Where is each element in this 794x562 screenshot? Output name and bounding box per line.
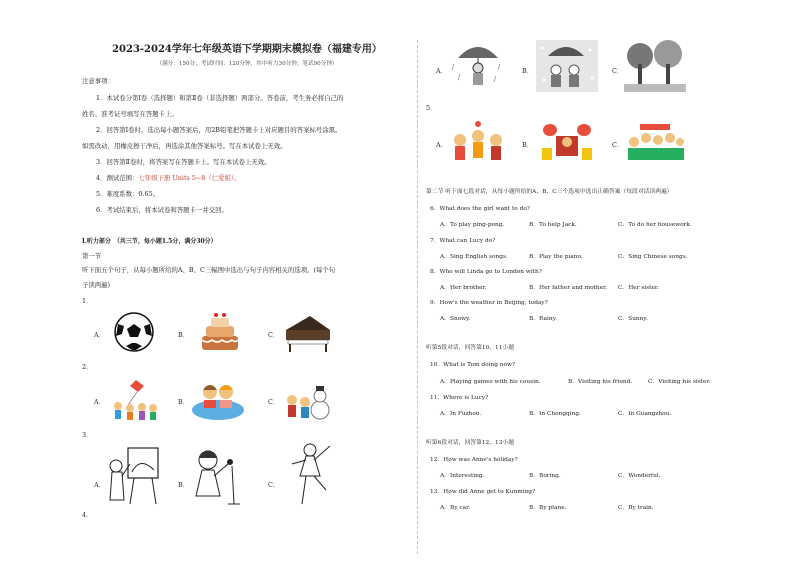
q5-label-c: C． [612, 141, 624, 149]
q1-label-b: B． [178, 331, 190, 339]
exam-title: 2023-2024学年七年级英语下学期期末模拟卷（福建专用） [112, 44, 382, 55]
group6-heading: 听第6段对话，回答第12、13小题 [426, 440, 515, 446]
q7-option-b: B．Play the piano. [529, 254, 583, 260]
birthday-cake-icon [192, 310, 248, 354]
q9-option-c: C．Sunny. [618, 316, 648, 322]
girl-dancing-icon [280, 440, 336, 508]
q4-label-c: C． [612, 67, 624, 75]
q9-option-a: A．Snowy. [440, 316, 471, 322]
rainy-umbrella-icon [448, 40, 508, 92]
q8-question: 8．Who will Linda go to London with? [430, 269, 542, 275]
q12-option-a: A．Interesting. [440, 473, 485, 479]
notice-line-3: 2．回答第Ⅰ卷时，选出每小题答案后，用2B铅笔把答题卡上对应题目的答案标号涂黑。 [96, 126, 342, 134]
kids-snowman-icon [280, 378, 336, 422]
q11-option-a: A．In Fuzhou. [440, 411, 482, 417]
section1-instruction-1: 听下面五个句子，从每小题所给的A、B、C三幅图中选出与句子内容相关的选项。(每个句 [82, 266, 336, 274]
section1-instruction-2: 子读两遍) [82, 281, 111, 289]
snowy-scene-icon [536, 40, 598, 92]
q5-label-a: A． [436, 141, 448, 149]
soccer-ball-icon [106, 310, 162, 354]
q2-label-a: A． [94, 398, 106, 406]
q3-number: 3． [82, 431, 93, 439]
spring-festival-icon [536, 120, 598, 164]
q6-question: 6．What does the girl want to do? [430, 206, 530, 212]
sunny-trees-icon [624, 40, 686, 92]
q1-label-c: C． [268, 331, 280, 339]
q2-label-c: C． [268, 398, 280, 406]
kids-flying-kite-icon [106, 378, 162, 422]
q4-label-a: A． [436, 67, 448, 75]
notice-scope-label: 4．测试范围： [96, 174, 139, 182]
q12-option-b: B．Boring. [529, 473, 561, 479]
section2-heading: 第二节 听下面七段对话，从每小题所给的A、B、C三个选项中选出正确答案（每段对话读两遍） [426, 189, 673, 195]
q3-label-a: A． [94, 481, 106, 489]
listening-heading: Ⅰ.听力部分 （共三节，每小题1.5分，满分30分） [82, 238, 217, 245]
q10-question: 10．What is Tom doing now? [430, 362, 516, 368]
notice-line-2: 姓名、准考证号填写在答题卡上。 [82, 110, 178, 118]
q10-option-b: B．Visiting his friend. [568, 379, 633, 385]
q10-option-a: A．Playing games with his cousin. [440, 379, 541, 385]
notice-line-5: 3．回答第Ⅱ卷时，将答案写在答题卡上。写在本试卷上无效。 [96, 158, 271, 166]
children-party-icon [624, 120, 686, 164]
boy-painting-icon [104, 444, 164, 506]
q3-label-b: B． [178, 481, 190, 489]
q7-option-c: C．Sing Chinese songs. [618, 254, 688, 260]
q6-option-b: B．To help Jack. [529, 222, 577, 228]
notice-line-8: 6．考试结束后，将本试卷和答题卡一并交回。 [96, 206, 228, 214]
q11-option-c: C．In Guangzhou. [618, 411, 672, 417]
q3-label-c: C． [268, 481, 280, 489]
group5-heading: 听第5段对话，回答第10、11小题 [426, 345, 515, 351]
q11-option-b: B．In Chongqing. [529, 411, 581, 417]
notice-line-6 [96, 173, 240, 182]
q2-number: 2． [82, 363, 93, 371]
q5-label-b: B． [522, 141, 534, 149]
q8-option-b: B．Her father and mother. [529, 285, 608, 291]
q9-question: 9．How's the weather in Beijing, today? [430, 300, 548, 306]
family-celebration-icon [448, 120, 510, 164]
girl-singing-icon [190, 446, 248, 506]
piano-icon [280, 310, 336, 354]
notice-scope-value: 七年级下册 Units 5~8（仁爱版）。 [138, 174, 241, 182]
section1-heading: 第一节 [82, 252, 102, 260]
left-column [82, 0, 412, 562]
q13-option-a: A．By car. [440, 505, 471, 511]
notice-line-1: 1．本试卷分第Ⅰ卷（选择题）和第Ⅱ卷（非选择题）两部分。答卷前，考生务必将自己的 [96, 94, 344, 102]
q2-label-b: B． [178, 398, 190, 406]
notice-line-4: 如需改动，用橡皮擦干净后，再选涂其他答案标号。写在本试卷上无效。 [82, 142, 287, 150]
q10-option-c: C．Visiting his sister. [648, 379, 711, 385]
q13-question: 13．How did Anne get to Kunming? [430, 489, 536, 495]
q6-option-c: C．To do her housework. [618, 222, 692, 228]
q7-option-a: A．Sing English songs. [440, 254, 508, 260]
q1-number: 1． [82, 297, 93, 305]
q4-label-b: B． [522, 67, 534, 75]
q11-question: 11．Where is Lucy? [430, 395, 489, 401]
q12-option-c: C．Wonderful. [618, 473, 661, 479]
q7-question: 7．What can Lucy do? [430, 238, 496, 244]
notice-heading: 注意事项： [82, 77, 114, 85]
q13-option-c: C．By train. [618, 505, 654, 511]
kids-swimming-icon [190, 378, 246, 422]
q6-option-a: A．To play ping-pong. [440, 222, 505, 228]
q5-number: 5． [426, 104, 437, 112]
column-divider [417, 40, 418, 554]
q8-option-c: C．Her sister. [618, 285, 659, 291]
q8-option-a: A．Her brother. [440, 285, 487, 291]
q1-label-a: A． [94, 331, 106, 339]
q13-option-b: B．By plane. [529, 505, 567, 511]
exam-info: （满分：150分；考试时间：120分钟，其中听力30分钟，笔试90分钟） [156, 61, 338, 67]
q9-option-b: B．Rainy. [529, 316, 557, 322]
q12-question: 12．How was Anne's holiday? [430, 457, 518, 463]
notice-line-7: 5．难度系数：0.65。 [96, 190, 160, 198]
right-column [426, 0, 756, 562]
q4-number: 4． [82, 511, 93, 519]
